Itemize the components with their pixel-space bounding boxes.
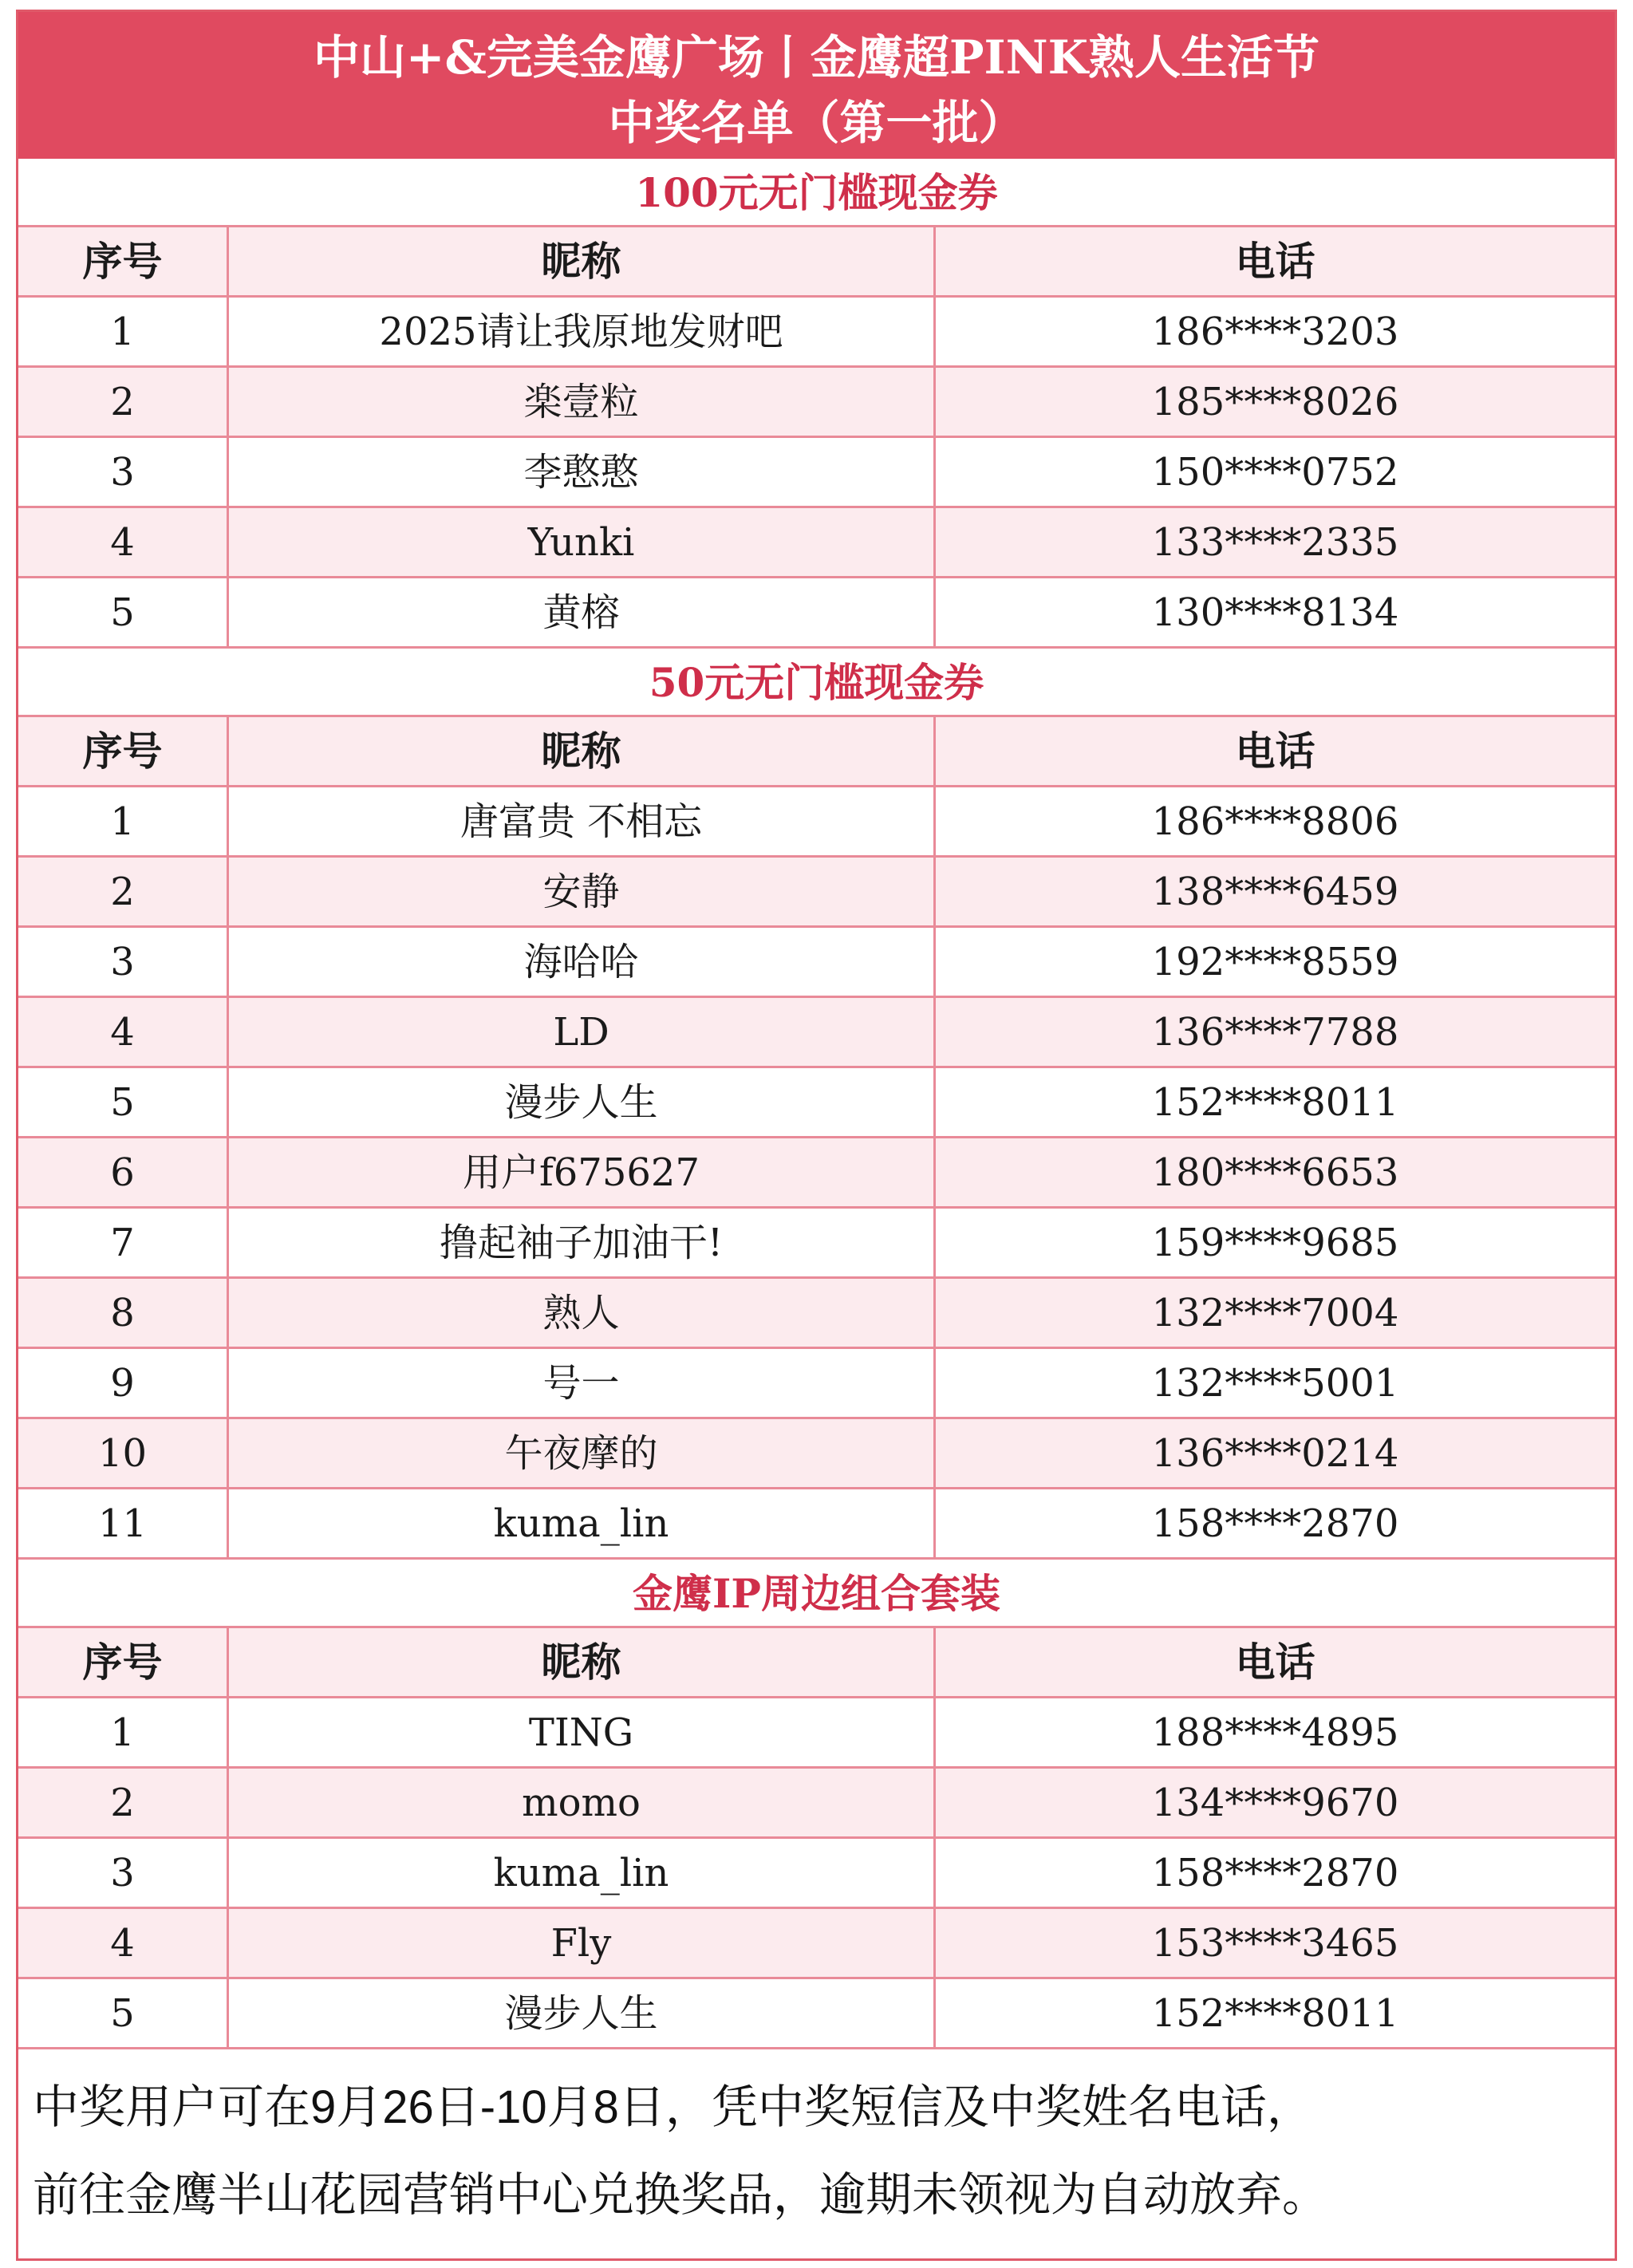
table-row bbox=[18, 438, 1615, 508]
row-nickname: kuma_lin bbox=[229, 1489, 936, 1557]
row-index: 5 bbox=[18, 578, 229, 646]
row-phone: 158****2870 bbox=[1151, 1851, 1399, 1895]
row-phone: 132****7004 bbox=[1151, 1291, 1399, 1335]
row-nickname: TING bbox=[229, 1698, 936, 1766]
winner-list-sheet bbox=[16, 10, 1617, 2261]
row-index: 3 bbox=[18, 1839, 229, 1907]
section-title: 50元无门槛现金券 bbox=[18, 649, 1615, 717]
table-header-row bbox=[18, 227, 1615, 298]
section-title: 100元无门槛现金券 bbox=[18, 159, 1615, 227]
table-header-row bbox=[18, 717, 1615, 787]
row-nickname: 安静 bbox=[229, 858, 936, 925]
row-nickname: 海哈哈 bbox=[229, 928, 936, 996]
row-phone: 180****6653 bbox=[1151, 1150, 1399, 1195]
column-header-nickname: 昵称 bbox=[229, 227, 936, 295]
row-nickname: 黄榕 bbox=[229, 578, 936, 646]
row-index: 9 bbox=[18, 1349, 229, 1417]
table-row bbox=[18, 1068, 1615, 1138]
table-row bbox=[18, 1769, 1615, 1839]
page-subtitle: 中奖名单（第一批） bbox=[608, 96, 1025, 150]
row-nickname: Yunki bbox=[229, 508, 936, 576]
row-phone: 192****8559 bbox=[1151, 940, 1399, 984]
row-phone: 130****8134 bbox=[1151, 590, 1399, 635]
header-banner bbox=[18, 12, 1615, 159]
row-nickname: Fly bbox=[229, 1909, 936, 1977]
row-index: 1 bbox=[18, 298, 229, 365]
column-header-phone: 电话 bbox=[1235, 238, 1315, 285]
row-nickname: 楽壹粒 bbox=[229, 368, 936, 436]
row-nickname: 号一 bbox=[229, 1349, 936, 1417]
table-row bbox=[18, 928, 1615, 998]
table-row bbox=[18, 998, 1615, 1068]
row-phone: 138****6459 bbox=[1151, 870, 1399, 914]
row-index: 11 bbox=[18, 1489, 229, 1557]
row-phone: 136****0214 bbox=[1151, 1431, 1399, 1476]
row-index: 4 bbox=[18, 998, 229, 1066]
row-phone: 134****9670 bbox=[1151, 1781, 1399, 1825]
row-phone: 158****2870 bbox=[1151, 1501, 1399, 1546]
row-phone: 186****3203 bbox=[1151, 310, 1399, 354]
row-index: 2 bbox=[18, 368, 229, 436]
row-phone: 152****8011 bbox=[1151, 1991, 1399, 2036]
row-index: 1 bbox=[18, 787, 229, 855]
column-header-phone: 电话 bbox=[1235, 1639, 1315, 1686]
table-row bbox=[18, 1209, 1615, 1279]
row-nickname: 唐富贵 不相忘 bbox=[229, 787, 936, 855]
row-phone: 136****7788 bbox=[1151, 1010, 1399, 1055]
row-nickname: 漫步人生 bbox=[229, 1068, 936, 1136]
notice-line-1: 中奖用户可在9月26日-10月8日，凭中奖短信及中奖姓名电话， bbox=[33, 2081, 1313, 2133]
column-header-index: 序号 bbox=[18, 227, 229, 295]
row-nickname: 用户f675627 bbox=[229, 1138, 936, 1206]
row-index: 3 bbox=[18, 928, 229, 996]
section-title: 金鹰IP周边组合套装 bbox=[18, 1560, 1615, 1628]
table-row bbox=[18, 1839, 1615, 1909]
table-row bbox=[18, 1138, 1615, 1209]
row-index: 8 bbox=[18, 1279, 229, 1347]
row-phone: 150****0752 bbox=[1151, 450, 1399, 495]
row-nickname: 撸起袖子加油干! bbox=[229, 1209, 936, 1276]
table-row bbox=[18, 1909, 1615, 1979]
table-row bbox=[18, 1698, 1615, 1769]
row-index: 2 bbox=[18, 858, 229, 925]
table-row bbox=[18, 1419, 1615, 1489]
table-row bbox=[18, 858, 1615, 928]
column-header-nickname: 昵称 bbox=[229, 717, 936, 785]
table-row bbox=[18, 508, 1615, 578]
row-nickname: momo bbox=[229, 1769, 936, 1836]
row-phone: 153****3465 bbox=[1151, 1921, 1399, 1966]
table-row bbox=[18, 1489, 1615, 1560]
row-nickname: kuma_lin bbox=[229, 1839, 936, 1907]
column-header-phone: 电话 bbox=[1235, 728, 1315, 775]
column-header-index: 序号 bbox=[18, 1628, 229, 1696]
row-index: 1 bbox=[18, 1698, 229, 1766]
prize-table bbox=[18, 717, 1615, 1560]
row-phone: 133****2335 bbox=[1151, 520, 1399, 565]
prize-table bbox=[18, 1628, 1615, 2049]
row-nickname: 熟人 bbox=[229, 1279, 936, 1347]
column-header-index: 序号 bbox=[18, 717, 229, 785]
row-index: 10 bbox=[18, 1419, 229, 1487]
prize-table bbox=[18, 227, 1615, 649]
row-index: 4 bbox=[18, 1909, 229, 1977]
row-nickname: 李憨憨 bbox=[229, 438, 936, 506]
table-row bbox=[18, 787, 1615, 858]
redemption-notice bbox=[18, 2064, 1615, 2239]
row-nickname: 漫步人生 bbox=[229, 1979, 936, 2047]
row-phone: 159****9685 bbox=[1151, 1221, 1399, 1265]
row-phone: 185****8026 bbox=[1151, 380, 1399, 424]
table-row bbox=[18, 1279, 1615, 1349]
row-phone: 132****5001 bbox=[1151, 1361, 1399, 1406]
page-title: 中山+&完美金鹰广场丨金鹰超PINK熟人生活节 bbox=[313, 30, 1320, 85]
row-nickname: 2025请让我原地发财吧 bbox=[229, 298, 936, 365]
row-index: 5 bbox=[18, 1979, 229, 2047]
table-row bbox=[18, 1979, 1615, 2049]
row-index: 7 bbox=[18, 1209, 229, 1276]
row-phone: 188****4895 bbox=[1151, 1710, 1399, 1755]
table-row bbox=[18, 298, 1615, 368]
row-index: 2 bbox=[18, 1769, 229, 1836]
row-nickname: LD bbox=[229, 998, 936, 1066]
row-index: 5 bbox=[18, 1068, 229, 1136]
table-row bbox=[18, 1349, 1615, 1419]
row-phone: 152****8011 bbox=[1151, 1080, 1399, 1125]
row-index: 4 bbox=[18, 508, 229, 576]
table-row bbox=[18, 368, 1615, 438]
row-nickname: 午夜摩的 bbox=[229, 1419, 936, 1487]
notice-line-2: 前往金鹰半山花园营销中心兑换奖品，逾期未领视为自动放弃。 bbox=[33, 2169, 1329, 2221]
row-phone: 186****8806 bbox=[1151, 799, 1399, 844]
row-index: 3 bbox=[18, 438, 229, 506]
table-header-row bbox=[18, 1628, 1615, 1698]
table-row bbox=[18, 578, 1615, 649]
row-index: 6 bbox=[18, 1138, 229, 1206]
column-header-nickname: 昵称 bbox=[229, 1628, 936, 1696]
